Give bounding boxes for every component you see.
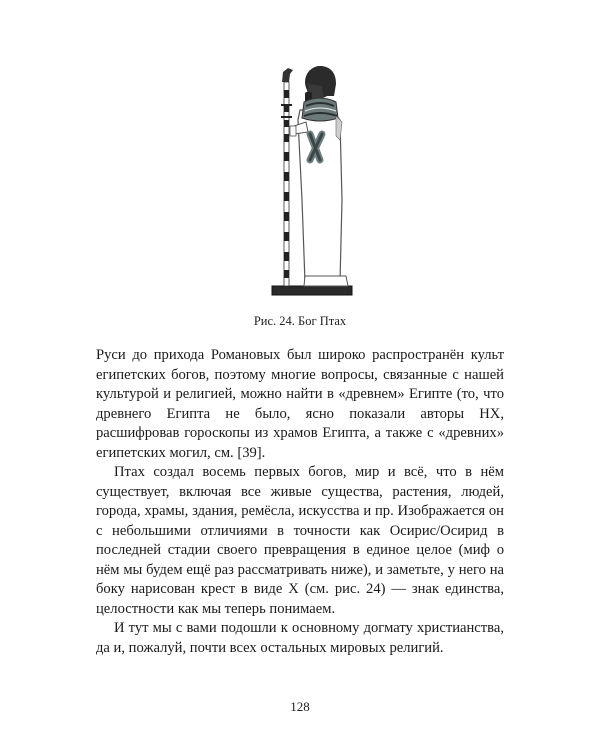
figure-caption: Рис. 24. Бог Птах xyxy=(253,314,347,328)
paragraph: Птах создал восемь первых богов, мир и всё, что в нём существует, включая все живые существа, растения, людей, города, храмы, здания, ремёсла, искусства и пр. Изображается он с небольшими отличиями в точности как Осирис/Осирид в последней стадии своего превращения в единое целое (миф о нём мы будем ещё раз рассматривать ниже), и заметьте, у него на боку нарисован крест в виде Х (см. рис. 24) — знак единства, целостности как мы теперь понимаем. xyxy=(96,464,504,617)
ptah-figure-illustration xyxy=(250,60,370,310)
paragraph: Руси до прихода Романовых был широко распространён культ египетских богов, поэтому многие вопросы, связанные с нашей культурой и религией, можно найти в «древнем» Египте (то, что древнего Египта не было, ясно показали авторы НХ, расшифровав гороскопы из храмов Египта, а также с «древних» египетских могил, см. [39]. xyxy=(96,347,504,461)
page-number: 128 xyxy=(290,699,310,714)
ptah-figure xyxy=(250,60,370,310)
body-text xyxy=(96,346,504,658)
paragraph: И тут мы с вами подошли к основному догмату христианства, да и, пожалуй, почти всех остальных мировых религий. xyxy=(96,620,504,656)
